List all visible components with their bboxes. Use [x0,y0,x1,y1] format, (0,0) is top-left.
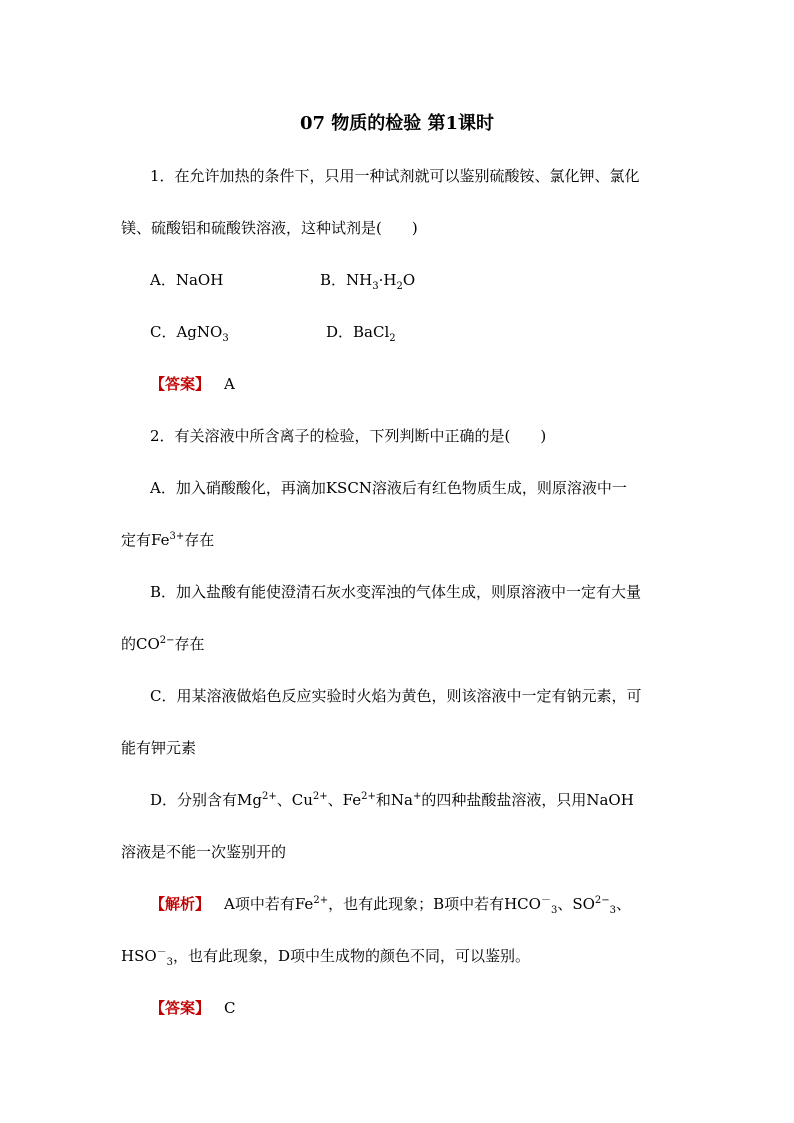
q2-analysis-line2-text-a: HSO [121,947,157,965]
q2-option-a-line1: A．加入硝酸酸化，再滴加KSCN溶液后有红色物质生成，则原溶液中一 [150,479,627,497]
q2-analysis-label: 【解析】 [150,895,211,913]
q2-analysis-sup1: 2+ [313,895,329,906]
q2-stem: 2．有关溶液中所含离子的检验，下列判断中正确的是( ) [150,427,547,445]
q2-analysis-sup3: 2− [594,895,610,906]
q2-analysis-line2-sub: 3 [166,957,174,968]
q2-option-a-line2 [121,530,214,550]
q1-option-d-sub: 2 [389,333,396,344]
q2-option-a-line2-text: 定有Fe [121,531,170,549]
q2-option-d-sup1: 2+ [262,791,277,802]
q2-option-d-sup4: + [412,791,422,802]
q2-option-b-line2 [121,634,205,654]
q2-answer-label: 【答案】 [150,999,211,1017]
q2-option-d-text-d: 和Na [375,791,413,809]
q2-option-d-sup2: 2+ [312,791,328,802]
q2-analysis-line2 [121,946,530,966]
q1-option-a: A．NaOH [150,271,224,289]
q1-answer-label: 【答案】 [150,375,211,393]
page-title: 07 物质的检验 第1课时 [299,113,495,134]
q1-option-c [150,322,229,342]
q2-analysis-sub2: 3 [550,905,558,916]
q1-option-d-text: D．BaCl [326,323,390,341]
q2-analysis-text-a: A项中若有Fe [224,895,314,913]
q1-option-b-post: O [402,271,416,289]
q2-option-d-text-e: 的四种盐酸盐溶液，只用NaOH [421,791,634,809]
q2-option-d-line2: 溶液是不能一次鉴别开的 [121,843,287,861]
q1-option-b-text: B．NH [320,271,373,289]
q2-analysis-sup2: － [540,895,551,906]
q1-option-b-mid: ·H [378,271,397,289]
q2-option-d-sup3: 2+ [361,791,376,802]
q2-analysis-text-b: ，也有此现象；B项中若有HCO [328,895,541,913]
q2-option-a-line2-post: 存在 [184,531,215,549]
q2-option-d-text-b: 、Cu [276,791,313,809]
q2-analysis-sub3: 3 [609,905,617,916]
q2-option-c-line2: 能有钾元素 [121,739,197,757]
q2-option-b-line1: B．加入盐酸有能使澄清石灰水变浑浊的气体生成，则原溶液中一定有大量 [150,583,642,601]
q2-analysis-line1 [150,894,631,914]
q2-option-a-line2-sup: 3+ [169,531,185,542]
q2-answer-value: C [224,999,236,1017]
q2-option-d-text-c: 、Fe [327,791,362,809]
q1-option-d [326,322,396,342]
q1-option-c-sub: 3 [222,333,229,344]
q1-option-c-text: C．AgNO [150,323,223,341]
q2-option-b-line2-sup: 2− [159,635,175,646]
q2-option-d-line1 [150,790,634,810]
q2-analysis-text-d: 、 [616,895,632,913]
q2-option-b-line2-text: 的CO [121,635,160,653]
q2-option-c-line1: C．用某溶液做焰色反应实验时火焰为黄色，则该溶液中一定有钠元素，可 [150,687,642,705]
q2-analysis-text-c: 、SO [557,895,595,913]
q2-option-b-line2-post: 存在 [174,635,205,653]
q1-option-b [320,270,415,290]
q2-analysis-line2-text-b: ，也有此现象，D项中生成物的颜色不同，可以鉴别。 [173,947,531,965]
q1-option-b-sub2: 2 [396,281,403,292]
q1-stem-line2: 镁、硫酸铝和硫酸铁溶液，这种试剂是( ) [121,219,418,237]
q1-stem-line1: 1．在允许加热的条件下，只用一种试剂就可以鉴别硫酸铵、氯化钾、氯化 [150,167,640,185]
q2-analysis-line2-sup: － [156,947,167,958]
q2-option-d-text-a: D．分别含有Mg [150,791,262,809]
q1-option-b-sub1: 3 [372,281,379,292]
q2-answer [150,998,236,1018]
q1-answer-value: A [224,375,235,393]
q1-answer [150,374,235,394]
